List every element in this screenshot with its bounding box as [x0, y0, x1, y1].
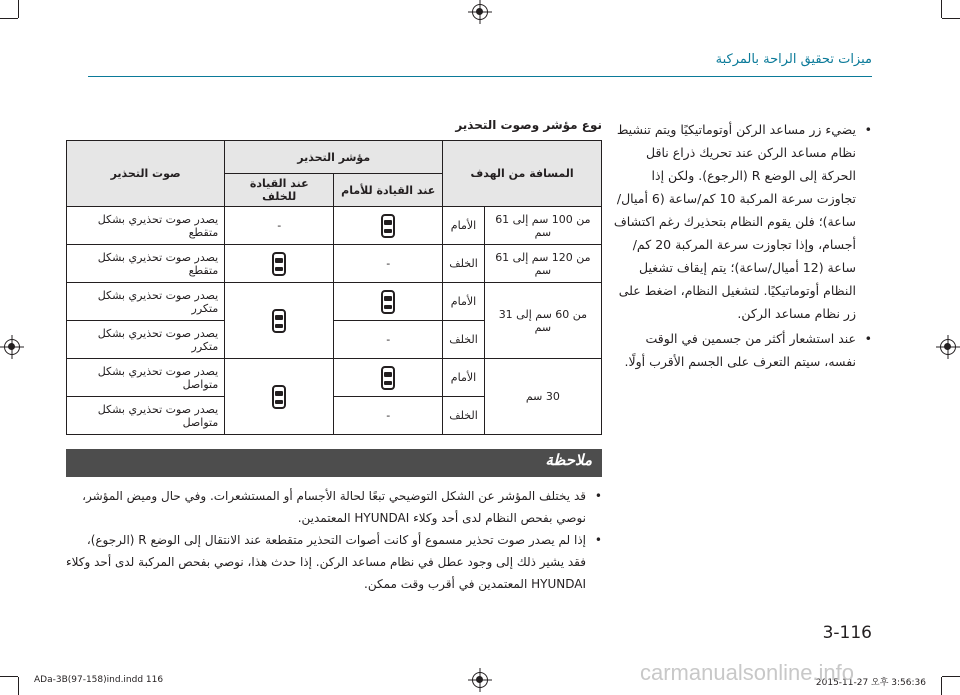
crop-mark [942, 676, 960, 677]
paragraph-bullet: • يضيء زر مساعد الركن أوتوماتيكيًا ويتم تنشيط نظام مساعد الركن عند تحريك ذراع ناقل الحركة إلى الوضع R (الرجوع). ولكن إذا تجاوزت سرعة المركبة 10 كم/ساعة (6 أميال/ساعة)؛ فلن يقوم النظام بتحذيرك رغم اكتشاف أجسام، وإذا تجاوزت سرعة المركبة 20 كم/ساعة (12 أميال/ساعة)؛ يتم إيقاف تشغيل النظام أوتوماتيكيًا. لتشغيل النظام، اضغط على زر نظام مساعد الركن. [610, 118, 872, 325]
sound-cell: يصدر صوت تحذيري بشكل متقطع [67, 207, 225, 245]
notes-text [66, 485, 602, 595]
table-row [67, 359, 602, 397]
direction-cell: الأمام [443, 207, 485, 245]
header-distance: المسافة من الهدف [443, 141, 602, 207]
car-sensor-icon [272, 385, 286, 409]
crop-mark [942, 18, 960, 19]
direction-cell: الخلف [443, 245, 485, 283]
distance-cell: من 60 سم إلى 31 سم [484, 283, 601, 359]
sound-cell: يصدر صوت تحذيري بشكل متكرر [67, 283, 225, 321]
header-backward: عند القيادة للخلف [225, 174, 334, 207]
distance-cell: من 100 سم إلى 61 سم [484, 207, 601, 245]
page-number: 3-116 [822, 623, 872, 643]
crop-mark [0, 676, 18, 677]
table-row [67, 283, 602, 321]
header-sound: صوت التحذير [67, 141, 225, 207]
sound-cell: يصدر صوت تحذيري بشكل متواصل [67, 397, 225, 435]
table-row [67, 207, 602, 245]
sound-cell: يصدر صوت تحذيري بشكل متكرر [67, 321, 225, 359]
crop-mark [18, 677, 19, 695]
note-label: ملاحظة [545, 451, 592, 469]
footer-timestamp: 2015-11-27 오후 3:56:36 [815, 678, 926, 688]
car-sensor-icon [272, 252, 286, 276]
backward-indicator-cell [225, 283, 334, 359]
warning-spec-table [66, 140, 602, 435]
footer-filename: ADa-3B(97-158)ind.indd 116 [34, 675, 164, 685]
crop-mark [941, 677, 942, 695]
car-sensor-icon [381, 290, 395, 314]
distance-cell: 30 سم [484, 359, 601, 435]
backward-indicator-cell [225, 359, 334, 435]
header-divider [88, 76, 872, 77]
table-title: نوع مؤشر وصوت التحذير [455, 118, 602, 132]
car-sensor-icon [381, 214, 395, 238]
forward-indicator-cell: - [334, 245, 443, 283]
registration-mark-icon [472, 4, 488, 20]
forward-indicator-cell [334, 207, 443, 245]
direction-cell: الخلف [443, 321, 485, 359]
header-forward: عند القيادة للأمام [334, 174, 443, 207]
forward-indicator-cell: - [334, 397, 443, 435]
car-sensor-icon [381, 366, 395, 390]
forward-indicator-cell [334, 283, 443, 321]
left-column [66, 118, 602, 595]
backward-indicator-cell [225, 245, 334, 283]
direction-cell: الخلف [443, 397, 485, 435]
direction-cell: الأمام [443, 283, 485, 321]
car-sensor-icon [272, 309, 286, 333]
table-row [67, 245, 602, 283]
crop-mark [941, 0, 942, 18]
right-column-text [610, 118, 872, 375]
sound-cell: يصدر صوت تحذيري بشكل متواصل [67, 359, 225, 397]
paragraph-bullet: • عند استشعار أكثر من جسمين في الوقت نفسه، سيتم التعرف على الجسم الأقرب أولًا. [610, 327, 872, 373]
backward-indicator-cell: - [225, 207, 334, 245]
header-indicator: مؤشر التحذير [225, 141, 443, 174]
crop-mark [18, 0, 19, 18]
distance-cell: من 120 سم إلى 61 سم [484, 245, 601, 283]
note-bullet: • قد يختلف المؤشر عن الشكل التوضيحي تبعًا لحالة الأجسام أو المستشعرات. وفي حال وميض المؤشر، نوصي بفحص النظام لدى أحد وكلاء HYUNDAI المعتمدين. [66, 485, 602, 529]
watermark-text: carmanualsonline.info [640, 660, 855, 685]
forward-indicator-cell [334, 359, 443, 397]
crop-mark [0, 18, 18, 19]
note-bullet: • إذا لم يصدر صوت تحذير مسموع أو كانت أصوات التحذير متقطعة عند الانتقال إلى الوضع R (الرجوع)، فقد يشير ذلك إلى وجود عطل في نظام مساعد الركن. إذا حدث هذا، نوصي بفحص المركبة لدى أحد وكلاء HYUNDAI المعتمدين في أقرب وقت ممكن. [66, 529, 602, 595]
note-banner [66, 449, 602, 477]
direction-cell: الأمام [443, 359, 485, 397]
registration-mark-icon [472, 672, 488, 688]
sound-cell: يصدر صوت تحذيري بشكل متقطع [67, 245, 225, 283]
registration-mark-icon [4, 339, 20, 355]
section-header-title: ميزات تحقيق الراحة بالمركبة [715, 52, 872, 67]
forward-indicator-cell: - [334, 321, 443, 359]
registration-mark-icon [940, 339, 956, 355]
